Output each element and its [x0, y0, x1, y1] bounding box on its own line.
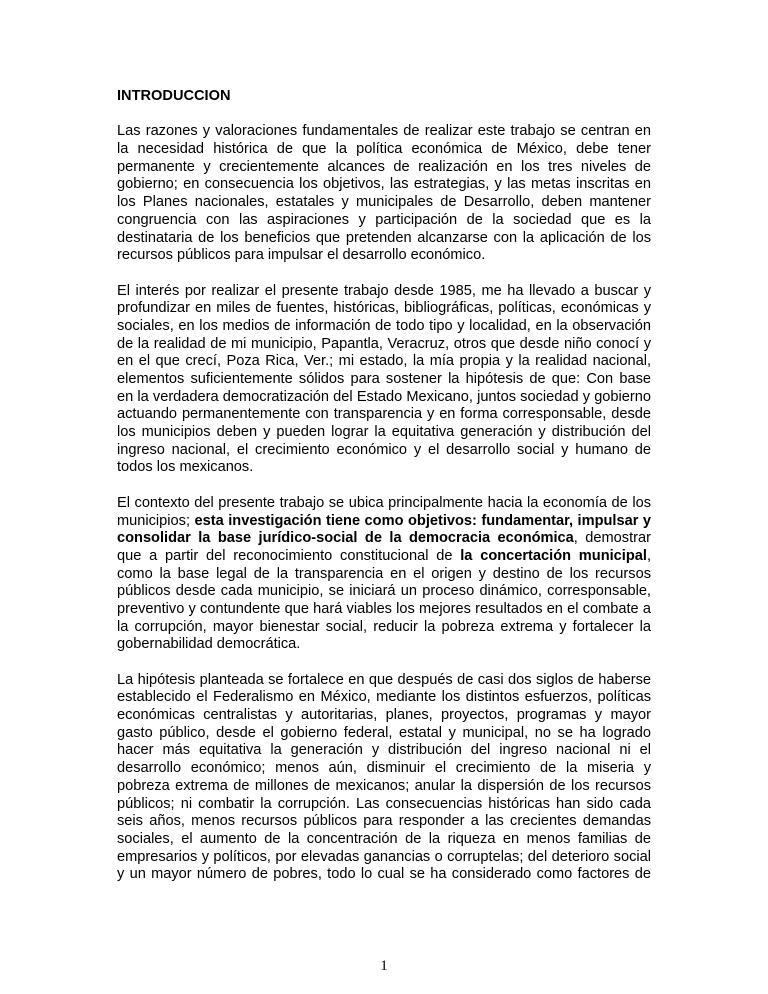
text-line: sociales, en los medios de información de todo tipo y localidad, en la observación	[117, 317, 651, 334]
text-line: públicos; ni combatir la corrupción. Las consecuencias históricas han sido cada	[117, 795, 651, 812]
paragraph	[117, 283, 651, 478]
text-line: congruencia con las aspiraciones y participación de la sociedad que es la	[117, 211, 651, 228]
text-line: elementos suficientemente sólidos para sostener la hipótesis de que: Con base	[117, 371, 651, 388]
text-line: gobernabilidad democrática.	[117, 636, 301, 653]
text-line: El interés por realizar el presente trabajo desde 1985, me ha llevado a buscar y	[117, 282, 651, 299]
section-heading: INTRODUCCION	[117, 88, 231, 104]
text-line: desarrollo económico; menos aún, disminuir el crecimiento de la miseria y	[117, 760, 651, 777]
text-line: como la base legal de la transparencia en el origen y destino de los recursos	[117, 565, 651, 582]
text-line: gasto público, desde el gobierno federal, estatal y municipal, no se ha logrado	[117, 724, 651, 741]
text-segment: que a partir del reconocimiento constitucional de	[117, 547, 461, 564]
text-line: actuando permanentemente con transparencia y en forma corresponsable, desde	[117, 406, 651, 423]
text-line: preventivo y contundente que hará viables los mejores resultados en el combate a	[117, 600, 651, 617]
text-line: de la realidad de mi municipio, Papantla, Veracruz, otros que desde niño conocí y	[117, 335, 651, 352]
text-segment: municipios;	[117, 512, 195, 529]
text-line: gobierno; en consecuencia los objetivos, las estrategias, y las metas inscritas en	[117, 176, 651, 193]
text-line: hacer más equitativa la generación y distribución del ingreso nacional ni el	[117, 742, 651, 759]
text-line: en el que crecí, Poza Rica, Ver.; mi estado, la mía propia y la realidad nacional,	[117, 353, 651, 370]
paragraph	[117, 495, 651, 654]
text-line: establecido el Federalismo en México, mediante los distintos esfuerzos, políticas	[117, 689, 651, 706]
text-segment: , demostrar	[573, 530, 651, 547]
text-line: la corrupción, mayor bienestar social, reducir la pobreza extrema y fortalecer la	[117, 618, 651, 635]
text-line: la necesidad histórica de que la política económica de México, debe tener	[117, 141, 651, 158]
text-line: recursos públicos para impulsar el desarrollo económico.	[117, 247, 486, 264]
text-line: permanente y crecientemente alcances de realización en los tres niveles de	[117, 158, 651, 175]
text-line: los municipios deben y pueden lograr la equitativa generación y distribución del	[117, 424, 651, 441]
text-line: ingreso nacional, el crecimiento económico y el desarrollo social y humano de	[117, 441, 651, 458]
text-line: públicos desde cada municipio, se iniciará un proceso dinámico, corresponsable,	[117, 583, 651, 600]
text-line	[117, 548, 651, 566]
text-line: pobreza extrema de millones de mexicanos; anular la dispersión de los recursos	[117, 777, 651, 794]
bold-text: esta investigación tiene como objetivos: fundamentar, impulsar y	[194, 512, 651, 529]
text-line: todos los mexicanos.	[117, 459, 254, 476]
bold-text: la concertación municipal	[460, 547, 647, 564]
text-line: profundizar en miles de fuentes, históricas, bibliográficas, políticas, económicas y	[117, 300, 651, 317]
body-text	[117, 123, 651, 884]
text-line: económicas centralistas y autoritarias, planes, proyectos, programas y mayor	[117, 707, 651, 724]
text-line: sociales, el aumento de la concentración de la riqueza en menos familias de	[117, 830, 651, 847]
paragraph	[117, 123, 651, 265]
text-line: Las razones y valoraciones fundamentales de realizar este trabajo se centran en	[117, 123, 651, 140]
text-segment: ,	[646, 547, 651, 564]
text-line: en la verdadera democratización del Estado Mexicano, juntos sociedad y gobierno	[117, 388, 651, 405]
text-line: El contexto del presente trabajo se ubica principalmente hacia la economía de los	[117, 494, 651, 511]
paragraph	[117, 672, 651, 884]
text-line: destinataria de los beneficios que pretenden alcanzarse con la aplicación de los	[117, 229, 651, 246]
text-line: empresarios y políticos, por elevadas ganancias o corruptelas; del deterioro social	[117, 848, 651, 865]
text-line: y un mayor número de pobres, todo lo cual se ha considerado como factores de	[117, 866, 651, 883]
text-line: La hipótesis planteada se fortalece en que después de casi dos siglos de haberse	[117, 671, 651, 688]
bold-text: consolidar la base jurídico-social de la democracia económica	[117, 530, 574, 547]
text-line: seis años, menos recursos públicos para responder a las crecientes demandas	[117, 813, 651, 830]
page-number: 1	[380, 958, 388, 974]
text-line: los Planes nacionales, estatales y municipales de Desarrollo, deben mantener	[117, 194, 651, 211]
document-page	[117, 88, 651, 902]
text-line	[117, 513, 651, 531]
text-line	[117, 530, 651, 548]
